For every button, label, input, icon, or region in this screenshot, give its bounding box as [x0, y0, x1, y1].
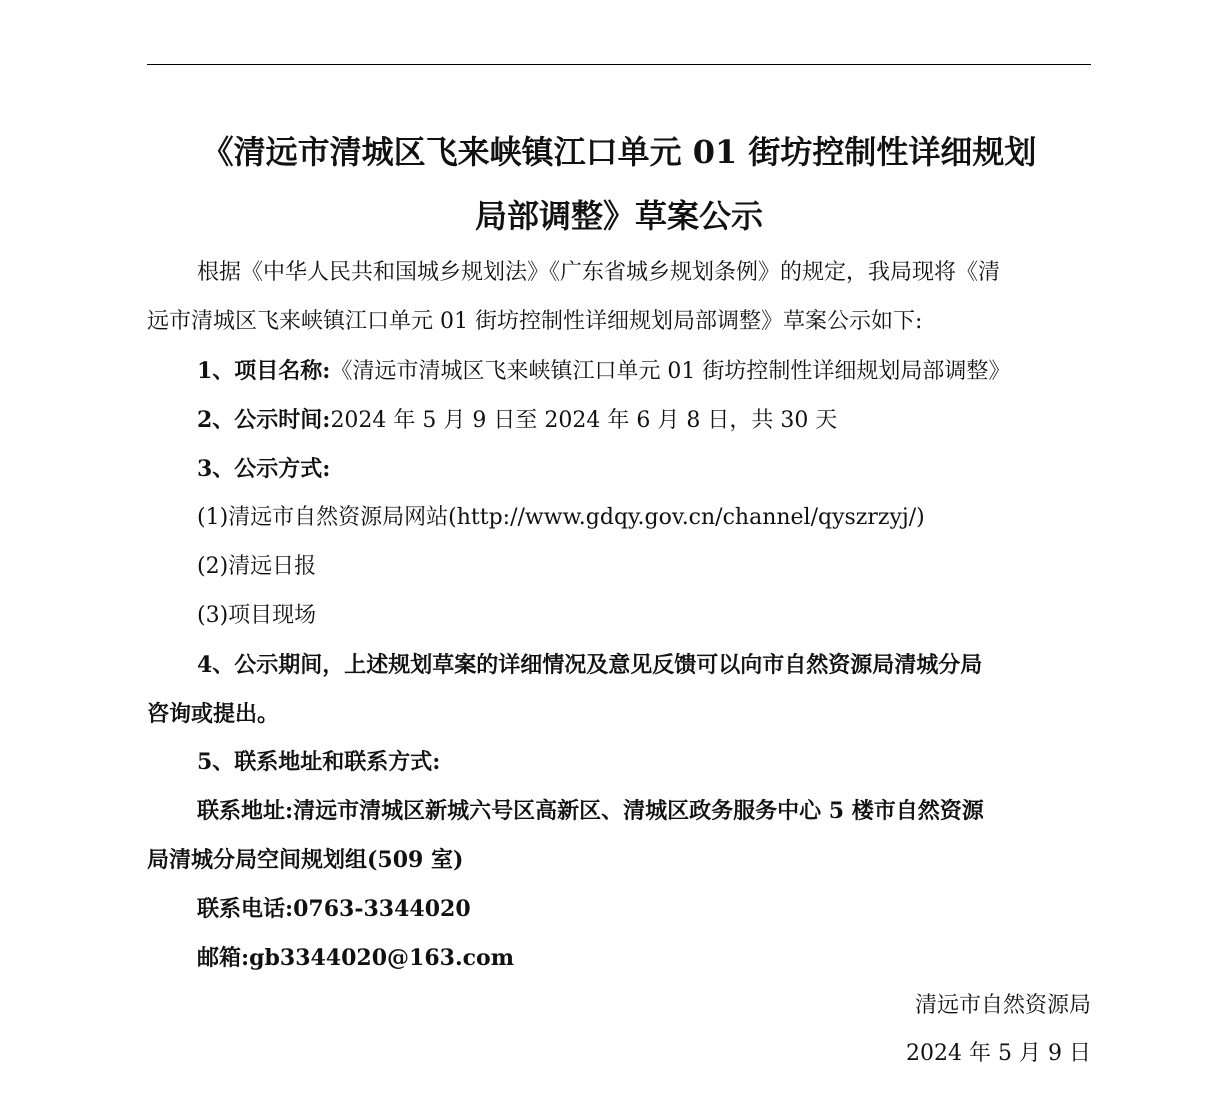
publicity-method-label: 3、公示方式:	[197, 456, 331, 482]
contact-address-line-1: 联系地址:清远市清城区新城六号区高新区、清城区政务服务中心 5 楼市自然资源	[197, 798, 984, 824]
publicity-period-value: 2024 年 5 月 9 日至 2024 年 6 月 8 日，共 30 天	[330, 408, 838, 433]
signature-date: 2024 年 5 月 9 日	[906, 1041, 1091, 1066]
intro-line-2: 远市清城区飞来峡镇江口单元 01 街坊控制性详细规划局部调整》草案公示如下:	[147, 309, 923, 334]
contact-address-line-2: 局清城分局空间规划组(509 室)	[147, 847, 464, 873]
intro-line-1: 根据《中华人民共和国城乡规划法》《广东省城乡规划条例》的规定，我局现将《清	[197, 260, 1001, 285]
project-name-value: 《清远市清城区飞来峡镇江口单元 01 街坊控制性详细规划局部调整》	[330, 359, 1011, 384]
project-name-label: 1、项目名称:	[197, 358, 331, 384]
publicity-method-site: (3)项目现场	[197, 603, 317, 628]
contact-email: 邮箱:gb3344020@163.com	[197, 945, 514, 971]
signature-organization: 清远市自然资源局	[914, 993, 1091, 1018]
document-title-line-2: 局部调整》草案公示	[474, 197, 763, 235]
feedback-line-2: 咨询或提出。	[147, 701, 280, 727]
item-publicity-period	[147, 405, 1091, 436]
publicity-method-newspaper: (2)清远日报	[197, 554, 317, 579]
contact-phone: 联系电话:0763-3344020	[197, 896, 471, 922]
publicity-method-website: (1)清远市自然资源局网站(http://www.gdqy.gov.cn/channel/qyszrzyj/)	[197, 505, 925, 530]
feedback-line-1: 4、公示期间，上述规划草案的详细情况及意见反馈可以向市自然资源局清城分局	[197, 652, 983, 678]
header-rule	[147, 64, 1091, 65]
item-project-name	[147, 356, 1091, 387]
contact-heading: 5、联系地址和联系方式:	[197, 749, 441, 775]
publicity-period-label: 2、公示时间:	[197, 407, 331, 433]
document-title-line-1: 《清远市清城区飞来峡镇江口单元 01 街坊控制性详细规划	[201, 133, 1037, 171]
